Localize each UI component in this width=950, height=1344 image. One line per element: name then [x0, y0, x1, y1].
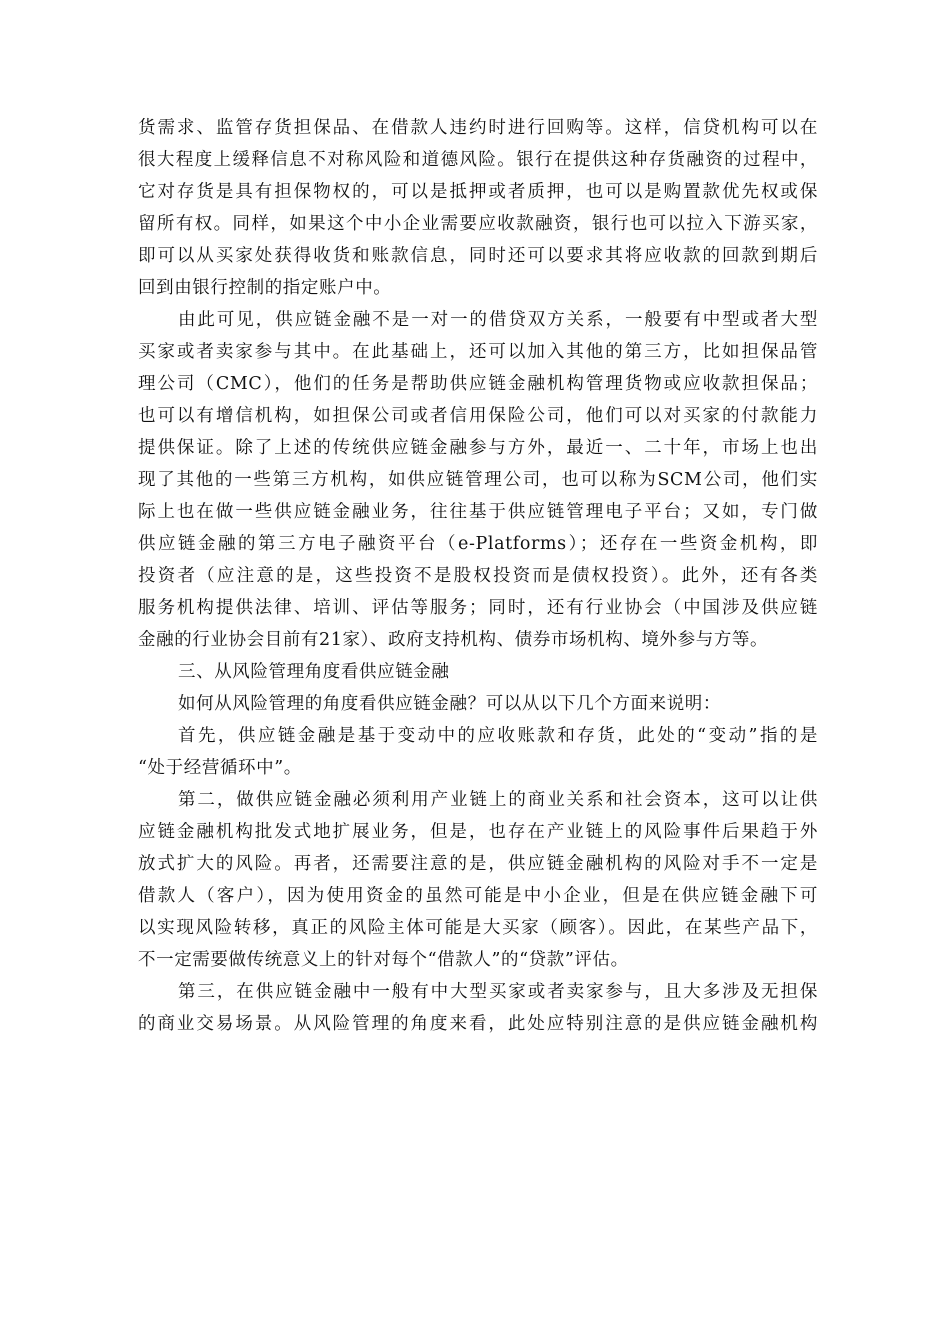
- text-line: 回到由银行控制的指定账户中。: [138, 278, 392, 298]
- text-line: 也可以有增信机构，如担保公司或者信用保险公司，他们可以对买家的付款能力: [138, 406, 818, 426]
- text-line: 由此可见，供应链金融不是一对一的借贷双方关系，一般要有中型或者大型: [178, 310, 818, 330]
- text-line: 的商业交易场景。从风险管理的角度来看，此处应特别注意的是供应链金融机构: [138, 1014, 818, 1034]
- text-line: 首先，供应链金融是基于变动中的应收账款和存货，此处的“变动”指的是: [178, 726, 818, 746]
- text-line: 投资者（应注意的是，这些投资不是股权投资而是债权投资）。此外，还有各类: [138, 566, 818, 586]
- text-line: 借款人（客户），因为使用资金的虽然可能是中小企业，但是在供应链金融下可: [138, 886, 818, 906]
- text-line: 以实现风险转移，真正的风险主体可能是大买家（顾客）。因此，在某些产品下，: [138, 918, 818, 938]
- text-line: 第二，做供应链金融必须利用产业链上的商业关系和社会资本，这可以让供: [178, 790, 818, 810]
- text-line: “处于经营循环中”。: [138, 758, 302, 778]
- text-line: 现了其他的一些第三方机构，如供应链管理公司，也可以称为SCM公司，他们实: [138, 470, 818, 490]
- text-line: 它对存货是具有担保物权的，可以是抵押或者质押，也可以是购置款优先权或保: [138, 182, 818, 202]
- text-line: 放式扩大的风险。再者，还需要注意的是，供应链金融机构的风险对手不一定是: [138, 854, 818, 874]
- text-line: 理公司（CMC），他们的任务是帮助供应链金融机构管理货物或应收款担保品；: [138, 374, 818, 394]
- text-line: 际上也在做一些供应链金融业务，往往基于供应链管理电子平台；又如，专门做: [138, 502, 818, 522]
- text-line: 很大程度上缓释信息不对称风险和道德风险。银行在提供这种存货融资的过程中，: [138, 150, 818, 170]
- text-line: 服务机构提供法律、培训、评估等服务；同时，还有行业协会（中国涉及供应链: [138, 598, 818, 618]
- text-line: 应链金融机构批发式地扩展业务，但是，也存在产业链上的风险事件后果趋于外: [138, 822, 818, 842]
- text-line: 买家或者卖家参与其中。在此基础上，还可以加入其他的第三方，比如担保品管: [138, 342, 818, 362]
- document-page: [138, 112, 818, 1040]
- text-line: 留所有权。同样，如果这个中小企业需要应收款融资，银行也可以拉入下游买家，: [138, 214, 818, 234]
- text-line: 金融的行业协会目前有21家）、政府支持机构、债券市场机构、境外参与方等。: [138, 630, 769, 650]
- text-line: 货需求、监管存货担保品、在借款人违约时进行回购等。这样，信贷机构可以在: [138, 118, 818, 138]
- text-line: 第三，在供应链金融中一般有中大型买家或者卖家参与，且大多涉及无担保: [178, 982, 818, 1002]
- text-line: 即可以从买家处获得收货和账款信息，同时还可以要求其将应收款的回款到期后: [138, 246, 818, 266]
- text-line: 不一定需要做传统意义上的针对每个“借款人”的“贷款”评估。: [138, 950, 629, 970]
- text-line: 如何从风险管理的角度看供应链金融？可以从以下几个方面来说明：: [178, 694, 721, 714]
- text-line: 三、从风险管理角度看供应链金融: [178, 662, 450, 682]
- text-line: 提供保证。除了上述的传统供应链金融参与方外，最近一、二十年，市场上也出: [138, 438, 818, 458]
- text-line: 供应链金融的第三方电子融资平台（e-Platforms）；还存在一些资金机构，即: [138, 534, 818, 554]
